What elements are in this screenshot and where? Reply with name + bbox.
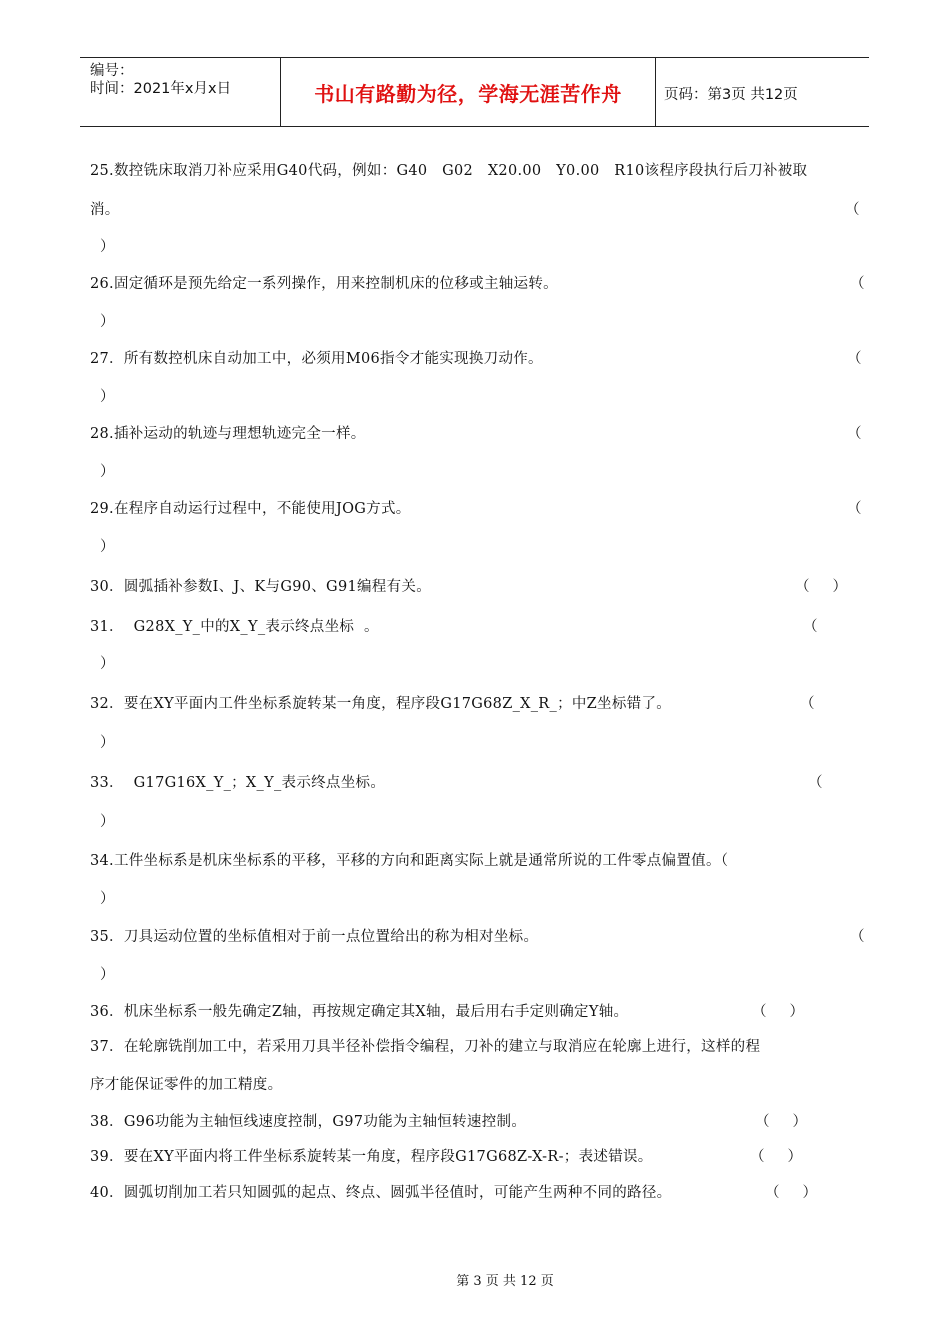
question-36: 36．机床坐标系一般先确定Z轴，再按规定确定其X轴，最后用右手定则确定Y轴。 bbox=[90, 1004, 629, 1020]
answer-paren: （ ） bbox=[795, 579, 848, 595]
question-35: 35．刀具运动位置的坐标值相对于前一点位置给出的称为相对坐标。 bbox=[90, 929, 539, 945]
answer-paren: （ ） bbox=[765, 1185, 818, 1201]
question-38: 38．G96功能为主轴恒线速度控制，G97功能为主轴恒转速控制。 bbox=[90, 1114, 527, 1130]
answer-paren-close: ） bbox=[100, 314, 115, 330]
answer-paren-open: （ bbox=[845, 202, 860, 218]
question-37-cont: 序才能保证零件的加工精度。 bbox=[90, 1077, 283, 1093]
answer-paren-close: ） bbox=[100, 656, 115, 672]
answer-paren-open: （ bbox=[808, 775, 823, 791]
question-33: 33． G17G16X_Y_；X_Y_表示终点坐标。 bbox=[90, 775, 386, 791]
answer-paren: （ ） bbox=[755, 1114, 808, 1130]
document-header bbox=[80, 57, 869, 127]
answer-paren-close: ） bbox=[100, 539, 115, 555]
answer-paren: （ ） bbox=[750, 1149, 803, 1165]
question-37: 37．在轮廓铣削加工中，若采用刀具半径补偿指令编程，刀补的建立与取消应在轮廓上进行，这样的程 bbox=[90, 1039, 761, 1055]
answer-paren-close: ） bbox=[100, 464, 115, 480]
answer-paren-open: （ bbox=[850, 929, 865, 945]
header-meta bbox=[90, 62, 231, 98]
answer-paren-close: ） bbox=[100, 389, 115, 405]
answer-paren-close: ） bbox=[100, 239, 115, 255]
question-25: 25.数控铣床取消刀补应采用G40代码，例如：G40 G02 X20.00 Y0.00 R10该程序段执行后刀补被取 bbox=[90, 163, 808, 179]
answer-paren-open: （ bbox=[803, 619, 818, 635]
answer-paren-open: （ bbox=[847, 426, 862, 442]
header-motto: 书山有路勤为径，学海无涯苦作舟 bbox=[280, 58, 656, 126]
question-29: 29.在程序自动运行过程中，不能使用JOG方式。 bbox=[90, 501, 411, 517]
answer-paren-open: （ bbox=[847, 501, 862, 517]
answer-paren-open: （ bbox=[800, 696, 815, 712]
answer-paren-close: ） bbox=[100, 891, 115, 907]
page-footer: 第 3 页 共 12 页 bbox=[456, 1274, 554, 1289]
question-40: 40．圆弧切削加工若只知圆弧的起点、终点、圆弧半径值时，可能产生两种不同的路径。 bbox=[90, 1185, 672, 1201]
question-39: 39．要在XY平面内将工件坐标系旋转某一角度，程序段G17G68Z-X-R-；表述错误。 bbox=[90, 1149, 653, 1165]
question-28: 28.插补运动的轨迹与理想轨迹完全一样。 bbox=[90, 426, 366, 442]
answer-paren-close: ） bbox=[100, 967, 115, 983]
header-page-info: 页码：第3页 共12页 bbox=[664, 87, 798, 103]
question-30: 30．圆弧插补参数I、J、K与G90、G91编程有关。 bbox=[90, 579, 431, 595]
serial-label: 编号： bbox=[90, 63, 134, 79]
answer-paren-close: ） bbox=[100, 735, 115, 751]
time-label: 时间：2021年x月x日 bbox=[90, 81, 232, 97]
answer-paren-open: （ bbox=[847, 351, 862, 367]
question-32: 32．要在XY平面内工件坐标系旋转某一角度，程序段G17G68Z_X_R_；中Z坐标错了。 bbox=[90, 696, 672, 712]
answer-paren-open: （ bbox=[850, 276, 865, 292]
answer-paren-close: ） bbox=[100, 814, 115, 830]
question-27: 27．所有数控机床自动加工中，必须用M06指令才能实现换刀动作。 bbox=[90, 351, 543, 367]
question-26: 26.固定循环是预先给定一系列操作，用来控制机床的位移或主轴运转。 bbox=[90, 276, 558, 292]
answer-paren: （ ） bbox=[752, 1004, 805, 1020]
question-31: 31． G28X_Y_中的X_Y_表示终点坐标 。 bbox=[90, 619, 379, 635]
question-34: 34.工件坐标系是机床坐标系的平移，平移的方向和距离实际上就是通常所说的工件零点偏置值。（ bbox=[90, 853, 729, 869]
question-25-cont: 消。 bbox=[90, 202, 120, 218]
